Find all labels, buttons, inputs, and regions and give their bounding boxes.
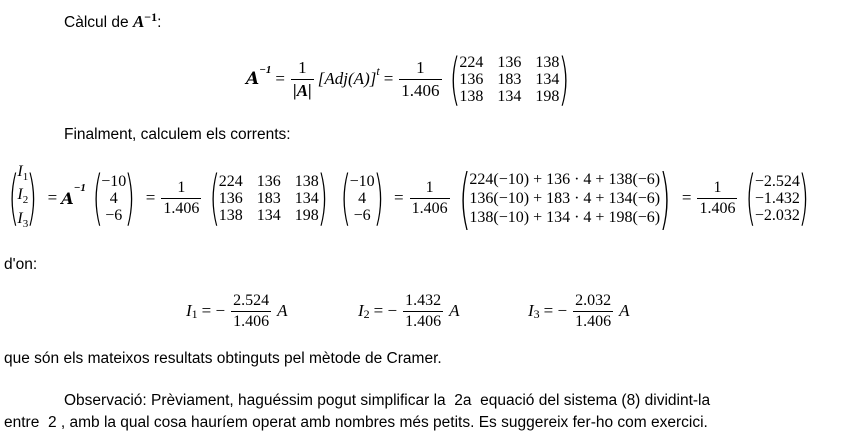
inv-lhs: A <box>246 69 260 89</box>
don-text: d'on: <box>4 256 38 273</box>
I-lparen: ( <box>8 163 19 233</box>
result-I3: I $_3$ = − $\frac{2.032}{1.406}$ A <box>528 291 630 330</box>
result-frac <box>573 292 613 331</box>
matrix-cell: 136 <box>218 189 243 207</box>
vec2-rparen: ) <box>373 163 384 233</box>
observation-line-2: entre 2 , amb la qual cosa hauríem operat amb nombres més petits. Es suggereix fer-ho com exercici. <box>4 414 708 431</box>
matrix-cell: 224 <box>459 53 484 71</box>
vector-cell: 4 <box>358 189 367 207</box>
matrix-cell: 136 <box>256 172 281 190</box>
matrix-cell: 138 <box>535 53 560 71</box>
result-cell: −2.032 <box>754 206 800 224</box>
result-var: I <box>528 301 534 320</box>
result-var: I <box>358 301 364 320</box>
matrix-cell: 136 <box>459 70 484 88</box>
result-vector <box>755 173 800 224</box>
matrix-cell: 183 <box>256 189 281 207</box>
vector-cell: 4 <box>109 189 118 207</box>
voltage-vector-2 <box>350 173 375 224</box>
currents-equation: ( $I_1$ $I_2$ $I_3$ ) = A $^{-1}$ ( −10 4 −6 ) = $\frac{1}{1.406}$ ( 224 136 138 136 183 134 138 134 198 ) ( −10 4 −6 ) = $\frac{1}{1.406}$ ( 224(−10) + 136 · 4 + 138(−6) 136(−10) + 183 · 4 + 134(−6) 138(−10) + 134 · 4 + 198(−6) ) = $\frac{1}{1.406}$ ( −2.524 −1.432 −2.032 ) <box>8 159 809 237</box>
frac-num: 2.032 <box>575 291 612 309</box>
vec2-lparen: ( <box>340 163 352 233</box>
inv-adj-sup: t <box>376 64 380 78</box>
voltage-vector <box>101 173 126 224</box>
heading-colon: : <box>157 14 162 32</box>
matrix-cell: 183 <box>497 70 522 88</box>
matrix-cell: 224 <box>218 172 243 190</box>
res-rparen: ) <box>798 163 809 233</box>
frac-num: 1 <box>425 178 434 196</box>
expanded-row: 224(−10) + 136 · 4 + 138(−6) <box>469 170 661 188</box>
inv-adj: [Adj(A)] <box>317 69 377 88</box>
inv-den: 1.406 <box>401 80 440 100</box>
frac-num: 1.432 <box>405 291 442 309</box>
expanded-row: 138(−10) + 134 · 4 + 198(−6) <box>469 208 661 226</box>
frac-den: 1.406 <box>163 199 200 217</box>
matrix-cell: 134 <box>497 87 522 105</box>
vector-cell: −10 <box>101 172 127 190</box>
mat-rparen: ) <box>317 163 328 233</box>
result-sub: 2 <box>363 307 370 321</box>
frac-den: 1.406 <box>405 312 442 330</box>
frac-num: 2.524 <box>233 291 270 309</box>
cur-A: A <box>61 188 74 208</box>
I-rparen: ) <box>26 163 38 233</box>
result-var: I <box>186 301 192 320</box>
result-sub: 3 <box>533 307 540 321</box>
heading-sup: −1 <box>144 10 158 24</box>
frac-den: 1.406 <box>575 312 612 330</box>
inv-frac-detA <box>291 58 314 101</box>
inv-one: 1 <box>298 57 307 77</box>
matrix-cell: 198 <box>294 206 319 224</box>
heading-inverse <box>64 10 161 32</box>
matrix-cell: 198 <box>535 87 560 105</box>
expanded-row: 136(−10) + 183 · 4 + 134(−6) <box>469 189 661 207</box>
matrix-cell: 134 <box>256 206 281 224</box>
result-I2: I $_2$ = − $\frac{1.432}{1.406}$ A <box>358 291 460 330</box>
vector-cell: −6 <box>105 206 123 224</box>
exp-lparen: ( <box>458 159 471 237</box>
inv-frac-den <box>399 58 441 101</box>
current-I2: $I_2$ <box>17 186 29 207</box>
matrix-cell: 138 <box>459 87 484 105</box>
result-cell: −2.524 <box>754 172 800 190</box>
vec-rparen: ) <box>124 163 136 233</box>
cur-frac-2 <box>410 179 450 218</box>
expanded-vector <box>469 170 660 227</box>
exp-rparen: ) <box>659 159 671 237</box>
current-I1: $I_1$ <box>17 163 29 184</box>
vec-lparen: ( <box>92 163 103 233</box>
cur-frac-1 <box>161 179 201 218</box>
result-unit: A <box>619 301 630 320</box>
heading-text: Càlcul de <box>64 14 133 32</box>
cur-frac-3 <box>697 179 737 218</box>
vector-cell: −6 <box>353 206 371 224</box>
frac-den: 1.406 <box>411 199 448 217</box>
heading-symbol: A <box>132 12 145 32</box>
currents-matrix <box>219 173 319 224</box>
matrix-cell: 134 <box>294 189 319 207</box>
result-sub: 1 <box>191 307 198 321</box>
result-I1: I $_1$ = − $\frac{2.524}{1.406}$ A <box>186 291 288 330</box>
observation-line-1: Observació: Prèviament, haguéssim pogut simplificar la 2a equació del sistema (8) dividint-la <box>64 392 711 409</box>
frac-num: 1 <box>713 178 722 196</box>
mat-lparen: ( <box>209 163 221 233</box>
vector-cell: −10 <box>349 172 375 190</box>
finally-text: Finalment, calculem els corrents: <box>64 126 291 143</box>
result-unit: A <box>277 301 288 320</box>
cramer-text: que són els mateixos resultats obtinguts pel mètode de Cramer. <box>4 350 442 367</box>
matrix-cell: 138 <box>218 206 243 224</box>
inv-one-2: 1 <box>416 57 425 77</box>
cur-A-sup: −1 <box>73 182 86 194</box>
inv-detA: |A| <box>292 80 312 100</box>
matrix-cell: 136 <box>497 53 522 71</box>
result-unit: A <box>449 301 460 320</box>
current-I3: $I_3$ <box>17 209 29 230</box>
inv-lparen: ( <box>448 46 460 112</box>
inverse-matrix <box>459 54 559 105</box>
result-frac <box>231 292 271 331</box>
res-lparen: ( <box>745 163 757 233</box>
matrix-cell: 134 <box>535 70 560 88</box>
frac-den: 1.406 <box>233 312 270 330</box>
inv-lhs-sup: −1 <box>259 64 272 76</box>
inv-rparen: ) <box>558 46 570 112</box>
result-cell: −1.432 <box>754 189 800 207</box>
result-frac <box>403 292 443 331</box>
inverse-equation: A $^{-1}$ = $\frac{1}{|A|}$ [Adj(A)] $^t$ = $\frac{1}{1.406}$ ( 224 136 138 136 183 134 138 134 198 ) <box>246 46 570 112</box>
matrix-cell: 138 <box>294 172 319 190</box>
frac-den: 1.406 <box>699 199 736 217</box>
frac-num: 1 <box>177 178 186 196</box>
